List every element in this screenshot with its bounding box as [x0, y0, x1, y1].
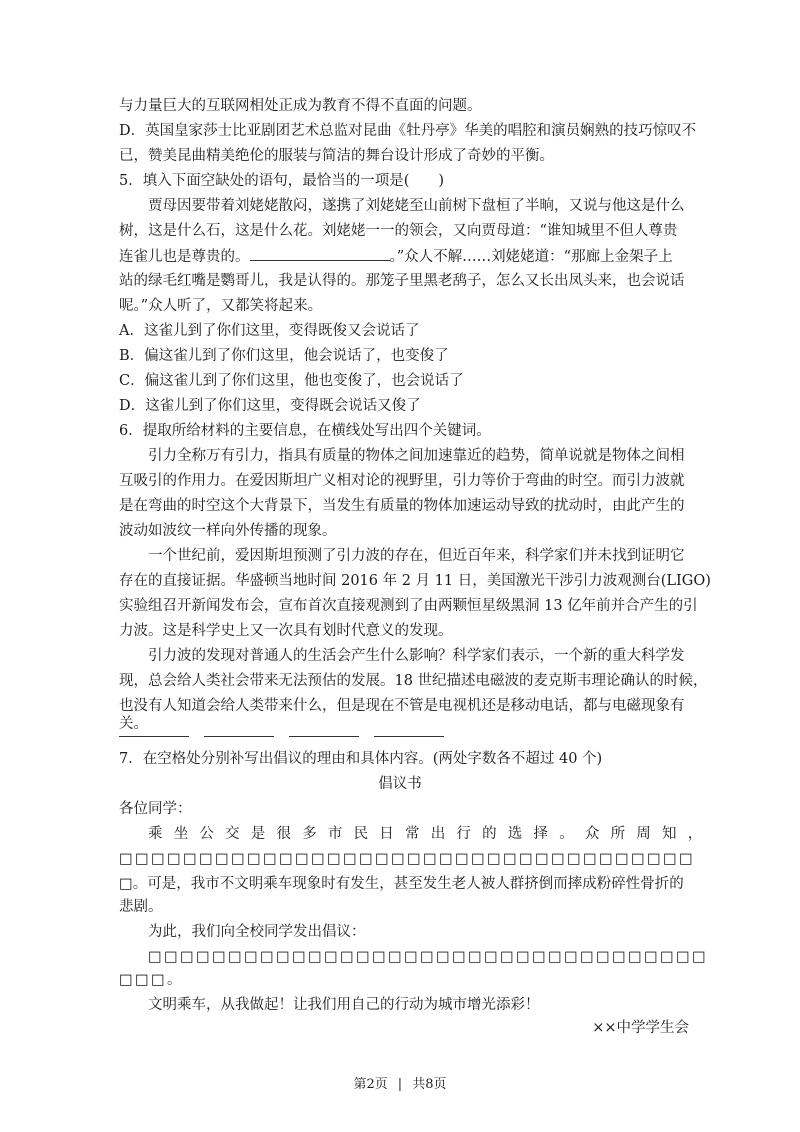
- text-line: 已，赞美昆曲精美绝伦的服装与简洁的舞台设计形成了奇妙的平衡。: [119, 148, 554, 164]
- passage-line: 站的绿毛红嘴是鹦哥儿，我是认得的。那笼子里黑老鸹子，怎么又长出凤头来，也会说话: [119, 273, 685, 289]
- material-line: 一个世纪前，爱因斯坦预测了引力波的存在，但近百年来，科学家们并未找到证明它: [148, 548, 685, 564]
- keyword-blank-3[interactable]: [289, 736, 359, 737]
- passage-line: 树，这是什么石，这是什么花。刘姥姥一一的领会，又向贾母道：“谁知城里不但人尊贵: [119, 223, 678, 239]
- proposal-line: 为此，我们向全校同学发出倡议：: [148, 924, 366, 940]
- material-line: 波动如波纹一样向外传播的现象。: [119, 523, 337, 539]
- passage-line-with-blank: [119, 246, 689, 267]
- passage-text: 。”众人不解……刘姥姥道：“那廊上金架子上: [389, 249, 673, 265]
- question-6: 6．提取所给材料的主要信息，在横线处写出四个关键词。: [119, 423, 491, 439]
- material-line: 引力全称万有引力，指具有质量的物体之间加速靠近的趋势，简单说就是物体之间相: [148, 448, 685, 464]
- proposal-line: 乘坐公交是很多市民日常出行的选择。众所周知，: [148, 826, 714, 842]
- option-b: B．偏这雀儿到了你们这里，他会说话了，也变俊了: [119, 348, 449, 364]
- proposal-line: 悲剧。: [119, 899, 163, 915]
- material-line: 也没有人知道会给人类带来什么，但是现在不管是电视机还是移动电话，都与电磁现象有: [119, 698, 685, 714]
- material-line: 是在弯曲的时空这个大背景下，当发生有质量的物体加速运动导致的扰动时，由此产生的: [119, 498, 685, 514]
- answer-box-row-2[interactable]: □□□□□□□□□□□□□□□□□□□□□□□□□□□□□□□□□□□: [148, 949, 708, 965]
- keyword-blank-1[interactable]: [119, 736, 189, 737]
- page-footer: [0, 1076, 800, 1094]
- option-c: C．偏这雀儿到了你们这里，他也变俊了，也会说话了: [119, 373, 464, 389]
- material-line: 关。: [119, 716, 148, 732]
- question-7: 7．在空格处分别补写出倡议的理由和具体内容。(两处字数各不超过 40 个): [119, 751, 603, 767]
- option-d: D．这雀儿到了你们这里，变得既会说话又俊了: [119, 398, 421, 414]
- passage-line: 呢。”众人听了，又都笑将起来。: [119, 298, 323, 314]
- closing-line: 文明乘车，从我做起！让我们用自己的行动为城市增光添彩！: [148, 997, 540, 1013]
- material-line: 实验组召开新闻发布会，宣布首次直接观测到了由两颗恒星级黑洞 13 亿年前并合产生的引: [119, 598, 698, 614]
- page-number: 第2页: [353, 1077, 388, 1092]
- passage-text: 连雀儿也是尊贵的。: [119, 249, 250, 265]
- signature: ××中学学生会: [592, 1020, 689, 1036]
- material-line: 存在的直接证据。华盛顿当地时间 2016 年 2 月 11 日，美国激光干涉引力波观测台(LIGO): [119, 573, 711, 589]
- material-line: 现，总会给人类社会带来无法预估的发展。18 世纪描述电磁波的麦克斯韦理论确认的时候，: [119, 673, 708, 689]
- keyword-blank-4[interactable]: [374, 736, 444, 737]
- question-5: 5．填入下面空缺处的语句，最恰当的一项是( ): [119, 173, 445, 189]
- greeting: 各位同学：: [119, 801, 192, 817]
- answer-blank[interactable]: [250, 246, 390, 261]
- material-line: 引力波的发现对普通人的生活会产生什么影响？科学家们表示，一个新的重大科学发: [148, 648, 685, 664]
- text-line: 与力量巨大的互联网相处正成为教育不得不直面的问题。: [119, 98, 482, 114]
- answer-box-row-1[interactable]: □□□□□□□□□□□□□□□□□□□□□□□□□□□□□□□□□□□□: [119, 851, 695, 867]
- material-line: 力波。这是科学史上又一次具有划时代意义的发现。: [119, 623, 453, 639]
- proposal-line: □。可是，我市不文明乘车现象时有发生，甚至发生老人被人群挤倒而摔成粉碎性骨折的: [119, 876, 684, 892]
- answer-box-row-3[interactable]: □□□。: [119, 972, 184, 988]
- proposal-title: 倡议书: [378, 776, 422, 792]
- page-total: 共8页: [412, 1077, 447, 1092]
- footer-separator: |: [397, 1077, 403, 1092]
- option-d-prev: D．英国皇家莎士比亚剧团艺术总监对昆曲《牡丹亭》华美的唱腔和演员娴熟的技巧惊叹不: [119, 123, 697, 139]
- keyword-blank-2[interactable]: [204, 736, 274, 737]
- material-line: 互吸引的作用力。在爱因斯坦广义相对论的视野里，引力等价于弯曲的时空。而引力波就: [119, 473, 685, 489]
- passage-line: 贾母因要带着刘姥姥散闷，遂携了刘姥姥至山前树下盘桓了半晌，又说与他这是什么: [148, 198, 685, 214]
- option-a: A．这雀儿到了你们这里，变得既俊又会说话了: [119, 323, 420, 339]
